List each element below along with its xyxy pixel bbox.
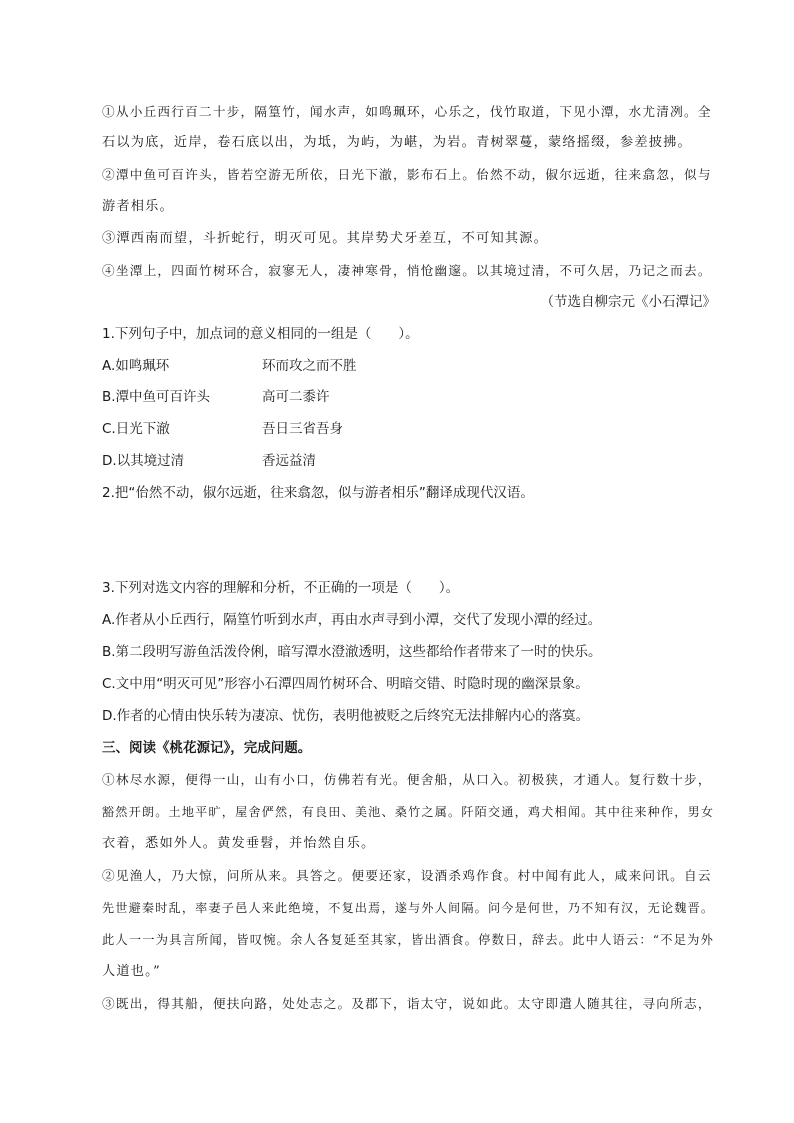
- q1-option-b: [102, 387, 702, 407]
- passage1-source: （节选自柳宗元《小石潭记》: [540, 294, 716, 310]
- q1-option-c-right: 吾日三省吾身: [262, 421, 343, 437]
- q1-option-a: [102, 356, 702, 376]
- q1-option-a-right: 环而攻之而不胜: [262, 358, 357, 374]
- q2-stem: 2.把“佁然不动，俶尔远逝，往来翕忽，似与游者相乐”翻译成现代汉语。: [102, 485, 534, 501]
- section3-paragraph2-line1: ②见渔人，乃大惊，问所从来。具答之。便要还家，设酒杀鸡作食。村中闻有此人，咸来问讯。自云: [102, 868, 712, 883]
- q1-option-b-left: B.潭中鱼可百许头: [102, 389, 211, 405]
- section3-paragraph1-line3: 衣着，悉如外人。黄发垂髫，并怡然自乐。: [102, 836, 376, 851]
- q1-stem: 1.下列句子中，加点词的意义相同的一组是（ ）。: [102, 326, 419, 342]
- q3-option-a: A.作者从小丘西行，隔篁竹听到水声，再由水声寻到小潭，交代了发现小潭的经过。: [102, 612, 602, 628]
- passage1-paragraph1-line1: ①从小丘西行百二十步，隔篁竹，闻水声，如鸣珮环，心乐之，伐竹取道，下见小潭，水尤清冽。全: [102, 104, 712, 119]
- section3-paragraph1-line2: 豁然开朗。土地平旷，屋舍俨然，有良田、美池、桑竹之属。阡陌交通，鸡犬相闻。其中往来种作，男女: [102, 805, 715, 819]
- passage1-paragraph2-line1: ②潭中鱼可百许头，皆若空游无所依，日光下澈，影布石上。佁然不动，俶尔远逝，往来翕忽，似与: [102, 167, 712, 182]
- q3-option-c: C.文中用“明灭可见”形容小石潭四周竹树环合、明暗交错、时隐时现的幽深景象。: [102, 676, 589, 692]
- q3-stem: 3.下列对选文内容的理解和分析，不正确的一项是（ ）。: [102, 580, 460, 596]
- section3-paragraph2-line2: 先世避秦时乱，率妻子邑人来此绝境，不复出焉，遂与外人间隔。问今是何世，乃不知有汉，无论魏晋。: [102, 901, 715, 915]
- section3-paragraph3-line1: ③既出，得其船，便扶向路，处处志之。及郡下，诣太守，说如此。太守即遣人随其往，寻向所志，: [102, 996, 712, 1011]
- section3-paragraph1-line1: ①林尽水源，便得一山，山有小口，仿佛若有光。便舍船，从口入。初极狭，才通人。复行数十步，: [102, 772, 712, 787]
- section3-heading: 三、阅读《桃花源记》，完成问题。: [102, 740, 312, 756]
- passage1-paragraph4-line1: ④坐潭上，四面竹树环合，寂寥无人，凄神寒骨，悄怆幽邃。以其境过清，不可久居，乃记之而去。: [102, 263, 712, 278]
- q1-option-c: [102, 419, 702, 439]
- q3-option-b: B.第二段明写游鱼活泼伶俐，暗写潭水澄澈透明，这些都给作者带来了一时的快乐。: [102, 644, 602, 660]
- q1-option-d-right: 香远益清: [262, 453, 316, 469]
- q3-option-d: D.作者的心情由快乐转为凄凉、忧伤，表明他被贬之后终究无法排解内心的落寞。: [102, 708, 590, 724]
- section3-paragraph2-line4: 人道也。”: [102, 964, 161, 979]
- q1-option-d-left: D.以其境过清: [102, 453, 185, 469]
- q1-option-a-left: A.如鸣珮环: [102, 358, 170, 374]
- passage1-paragraph2-line2: 游者相乐。: [102, 199, 174, 214]
- q1-option-b-right: 高可二黍许: [262, 389, 330, 405]
- passage1-paragraph3-line1: ③潭西南而望，斗折蛇行，明灭可见。其岸势犬牙差互，不可知其源。: [102, 231, 549, 246]
- q1-option-d: [102, 451, 702, 471]
- q1-option-c-left: C.日光下澈: [102, 421, 170, 437]
- section3-paragraph2-line3: 此人一一为具言所闻，皆叹惋。余人各复延至其家，皆出酒食。停数日，辞去。此中人语云：“不足为外: [102, 933, 715, 947]
- passage1-paragraph1-line2: 石以为底，近岸，卷石底以出，为坻，为屿，为嵁，为岩。青树翠蔓，蒙络摇缀，参差披拂。: [102, 135, 692, 150]
